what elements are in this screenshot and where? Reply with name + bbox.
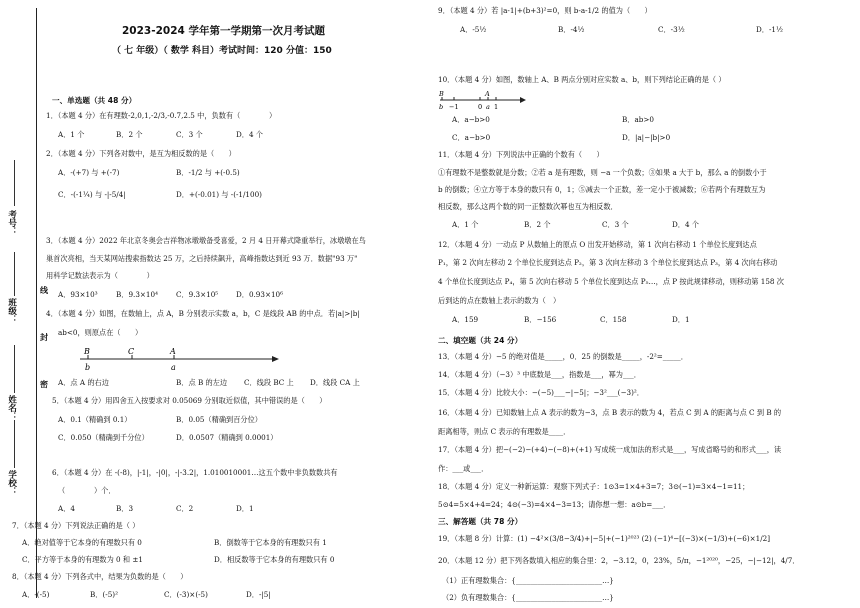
question-11-line-3: 相反数，那么这两个数的同一正整数次幂也互为相反数． [438,202,618,211]
q6-option-c: C．2 [176,504,194,513]
q10-label-minus1: −1 [449,103,459,111]
question-3-line-2: 巢首次亮相，当天某网站搜索指数达 25 万，之后持续飙升，高峰指数达到近 93 万．数据"93 万" [46,254,358,263]
school-label: 学校： [6,470,17,496]
question-20-negative-set: （2）负有理数集合：{________________________…} [442,593,614,602]
q11-option-d: D．4 个 [672,220,699,229]
q4-label-a: a [171,363,176,372]
q12-option-a: A．159 [452,315,479,324]
q9-option-d: D．-1½ [756,25,783,34]
q10-axis-arrow [520,97,526,103]
question-10: 10．（本题 4 分）如图，数轴上 A、B 两点分别对应实数 a、b，则下列结论正确的是（ ） [438,75,726,84]
q10-label-a: a [486,103,490,111]
q10-label-b: b [439,103,444,111]
q4-axis-arrow [272,356,279,362]
seal-line-char: 线 [40,286,48,295]
q4-option-b: B．点 B 的左边 [176,378,228,387]
question-6-line-1: 6．（本题 4 分）在 -(-8)，|-1|，-|0|，-|-3.2|，1.010010001…这五个数中非负数数共有 [52,468,338,477]
q8-option-b: B．(-5)² [90,590,118,599]
q12-option-d: D．1 [672,315,690,324]
seal-secret-char: 密 [40,380,48,389]
q8-option-a: A．-(-5) [22,590,50,599]
binding-strip [0,0,48,608]
q2-option-a: A．-(+7) 与 +(-7) [58,168,120,177]
q4-label-b: b [85,363,91,372]
q4-label-A: A [170,347,176,356]
question-7: 7．（本题 4 分）下列说法正确的是（ ） [12,521,140,530]
q10-label-one: 1 [494,103,499,111]
question-1: 1．（本题 4 分）在有理数-2,0,1,-2/3,-0.7,2.5 中，负数有（ ） [46,111,277,120]
q1-option-a: A．1 个 [58,130,85,139]
q11-option-b: B．2 个 [524,220,551,229]
q2-option-c: C．-(-1¼) 与 -|-5/4| [58,190,126,199]
q6-option-b: B．3 [116,504,134,513]
q3-option-b: B．9.3×10⁴ [116,290,158,299]
q8-option-c: C．(-3)×(-5) [164,590,208,599]
question-6-line-2: （ ）个． [58,486,116,495]
q10-label-B: B [439,90,444,98]
q3-option-c: C．9.3×10⁵ [176,290,219,299]
question-16-line-2: 距离相等，则点 C 表示的有理数是____． [438,427,571,436]
question-11-line-1: ①有理数不是整数就是分数；②若 a 是有理数，则 −a 一个负数；③如果 a 大于 b，那么 a 的倒数小于 [438,168,767,177]
q9-option-b: B．-4½ [558,25,585,34]
q10-option-d: D．|a|−|b|>0 [622,133,671,142]
question-14: 14．（本题 4 分）（−3）³ 中底数是___，指数是___，幂为___． [438,370,641,379]
question-8: 8．（本题 4 分）下列各式中，结果为负数的是（ ） [12,572,188,581]
q7-option-a: A．绝对值等于它本身的有理数只有 0 [22,538,142,547]
question-12-line-4: 后到达的点在数轴上表示的数为（ ） [438,296,561,305]
page-title: 2023-2024 学年第一学期第一次月考试题 [122,25,325,37]
question-4-line-1: 4．（本题 4 分）如图，在数轴上，点 A，B 分别表示实数 a，b，C 是线段 AB 的中点．若|a|>|b| [46,309,360,318]
q11-option-a: A．1 个 [452,220,479,229]
class-underline [14,252,15,296]
q12-option-b: B．−156 [524,315,557,324]
q4-option-d: D．线段 CA 上 [310,378,360,387]
question-17-line-1: 17．（本题 4 分）把−(−2)−(+4)−(−8)+(+1) 写成统一成加法的形式是___，写成省略号的和形式___，读 [438,445,782,454]
question-17-line-2: 作：___或___． [438,464,489,473]
question-12-line-3: 4 个单位长度到达点 P₄，第 5 次向右移动 5 个单位长度到达点 P₅…，点 P 按此规律移动，则移动第 158 次 [438,277,784,286]
q11-option-c: C．3 个 [602,220,629,229]
section-answer: 三、解答题（共 78 分） [438,517,523,526]
question-5: 5．（本题 4 分）用四舍五入按要求对 0.05069 分别取近似值，其中错误的是（ ） [52,396,327,405]
section-single-choice: 一、单选题（共 48 分） [52,96,137,105]
school-underline [14,420,15,468]
question-20-positive-set: （1）正有理数集合：{________________________…} [442,576,614,585]
q10-number-line [438,88,528,112]
q8-option-d: D．-|5| [246,590,271,599]
q10-option-a: A．a−b>0 [452,115,490,124]
question-19: 19．（本题 8 分）计算：(1) −4²×(3/8−3/4)+|−5|+(−1)²⁰²³ (2) (−1)⁴−[(−3)×(−1/3)+(−6)×1/2] [438,534,771,543]
page-subtitle: （ 七 年级）（ 数学 科目）考试时间：120 分值：150 [112,46,332,56]
q6-option-a: A．4 [58,504,75,513]
question-11-line-2: b 的倒数；④立方等于本身的数只有 0，1；⑤减去一个正数，差一定小于被减数；⑥若两个有理数互为 [438,185,766,194]
question-11: 11．（本题 4 分）下列说法中正确的个数有（ ） [438,150,604,159]
q5-option-a: A．0.1（精确到 0.1） [58,415,132,424]
q10-label-zero: 0 [478,103,483,111]
question-3-line-1: 3．（本题 4 分）2022 年北京冬奥会吉祥物冰墩墩备受喜爱，2 月 4 日开幕式降重举行，冰墩墩在鸟 [46,236,366,245]
q4-label-B: B [84,347,90,356]
q10-label-A: A [485,90,490,98]
q7-option-b: B．倒数等于它本身的有理数只有 1 [214,538,327,547]
question-20: 20．（本题 12 分）把下列各数填入相应的集合里：2，−3.12，0，23%，5/π，−1²⁰²⁰，−25，−|−12|，4/7． [438,556,800,565]
q5-option-b: B．0.05（精确到百分位） [176,415,262,424]
q2-option-d: D．+(-0.01) 与 -(-1/100) [176,190,262,199]
q4-label-C: C [128,347,135,356]
q12-option-c: C．158 [600,315,627,324]
question-3-line-3: 用科学记数法表示为（ ） [46,271,154,280]
q10-option-b: B．ab>0 [622,115,654,124]
question-12-line-2: P₁，第 2 次向左移动 2 个单位长度到达点 P₂，第 3 次向左移动 3 个单位长度到达点 P₃，第 4 次向右移动 [438,258,778,267]
q2-option-b: B．-1/2 与 +(-0.5) [176,168,240,177]
question-9: 9．（本题 4 分）若 |a-1|+(b+3)²=0，则 b-a-1/2 的值为（ ） [438,6,652,15]
q4-number-line [76,345,286,375]
q1-option-b: B．2 个 [116,130,143,139]
question-12-line-1: 12．（本题 4 分）一动点 P 从数轴上的原点 O 出发开始移动，第 1 次向右移动 1 个单位长度到达点 [438,240,757,249]
class-label: 班级： [6,298,17,324]
q7-option-c: C．平方等于本身的有理数为 0 和 ±1 [22,555,143,564]
name-underline [14,345,15,393]
q1-option-c: C．3 个 [176,130,203,139]
question-2: 2．（本题 4 分）下列各对数中，是互为相反数的是（ ） [46,149,236,158]
question-15: 15．（本题 4 分）比较大小：−(−5)___−|−5|；−3²___(−3)²． [438,388,644,397]
q10-option-c: C．a−b>0 [452,133,491,142]
exam-number-underline [14,160,15,206]
seal-seal-char: 封 [40,333,48,342]
q3-option-d: D．0.93×10⁶ [236,290,284,299]
q4-option-c: C．线段 BC 上 [244,378,294,387]
q3-option-a: A．93×10³ [58,290,98,299]
question-18-line-1: 18．（本题 4 分）定义一种新运算：观察下列式子：1⊙3=1×4+3=7；3⊙(−1)=3×4−1=11； [438,482,750,491]
exam-number-label: 考号： [6,210,17,236]
q6-option-d: D．1 [236,504,254,513]
name-label: 姓名： [6,395,17,421]
section-fill-in: 二、填空题（共 24 分） [438,336,523,345]
q5-option-c: C．0.050（精确到千分位） [58,433,149,442]
question-18-line-2: 5⊙4=5×4+4=24；4⊙(−3)=4×4−3=13；请你想一想：a⊙b=___． [438,500,671,509]
q9-option-a: A．-5½ [460,25,487,34]
question-16-line-1: 16．（本题 4 分）已知数轴上点 A 表示的数为−3，点 B 表示的数为 4，若点 C 到 A 的距离与点 C 到 B 的 [438,408,782,417]
question-4-line-2: ab<0，则原点在（ ） [58,328,143,337]
q1-option-d: D．4 个 [236,130,263,139]
q5-option-d: D．0.0507（精确到 0.0001） [176,433,278,442]
q9-option-c: C．-3½ [658,25,685,34]
question-13: 13．（本题 4 分）−5 的绝对值是_____，0．25 的倒数是_____，-2²=_____． [438,352,688,361]
q4-option-a: A．点 A 的右边 [58,378,109,387]
q7-option-d: D．相反数等于它本身的有理数只有 0 [214,555,335,564]
binding-line [36,8,37,598]
